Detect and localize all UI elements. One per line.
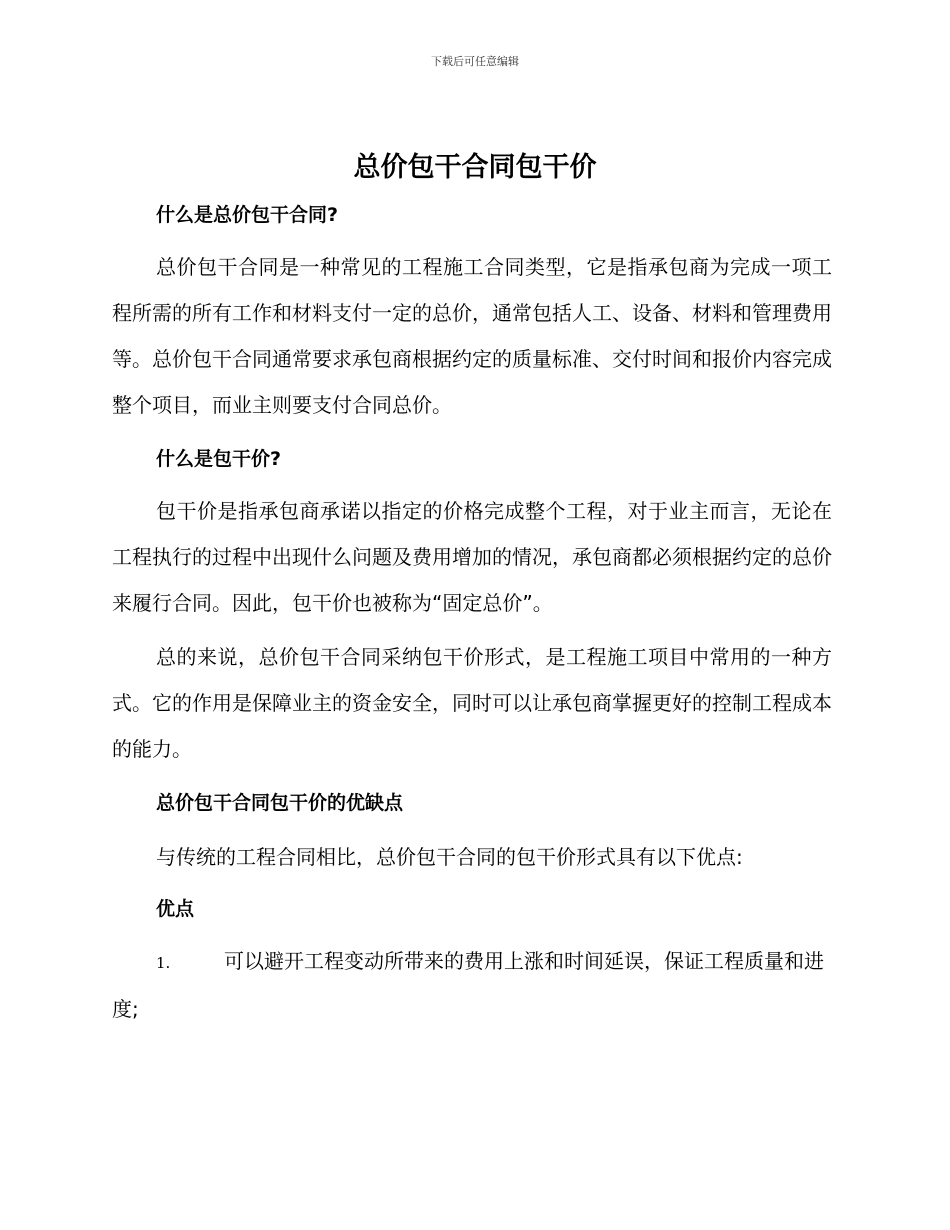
paragraph-lump-sum-definition: 包干价是指承包商承诺以指定的价格完成整个工程，对于业主而言，无论在工程执行的过程中出现什么问题及费用增加的情况，承包商都必须根据约定的总价来履行合同。因此，包干价也被称为“固定总价”。	[112, 499, 832, 615]
header-note: 下载后可任意编辑	[431, 55, 519, 68]
section-heading-lump-sum: 什么是包干价?	[156, 448, 282, 470]
section-heading-contract: 什么是总价包干合同?	[156, 204, 339, 226]
list-item	[112, 938, 832, 1032]
paragraph-contract-definition: 总价包干合同是一种常见的工程施工合同类型，它是指承包商为完成一项工程所需的所有工作和材料支付一定的总价，通常包括人工、设备、材料和管理费用等。总价包干合同通常要求承包商根据约定的质量标准、交付时间和报价内容完成整个项目，而业主则要支付合同总价。	[112, 255, 832, 417]
list-item-number: 1.	[156, 954, 171, 972]
document-body	[112, 192, 832, 1032]
section-heading-advantages: 优点	[156, 898, 195, 920]
paragraph-summary: 总的来说，总价包干合同采纳包干价形式，是工程施工项目中常用的一种方式。它的作用是保障业主的资金安全，同时可以让承包商掌握更好的控制工程成本的能力。	[112, 645, 832, 761]
list-item-text: 可以避开工程变动所带来的费用上涨和时间延误，保证工程质量和进度;	[112, 949, 824, 1021]
section-heading-pros-cons: 总价包干合同包干价的优缺点	[156, 792, 404, 814]
document-title: 总价包干合同包干价	[353, 152, 597, 183]
paragraph-pros-intro: 与传统的工程合同相比，总价包干合同的包干价形式具有以下优点:	[156, 845, 743, 869]
